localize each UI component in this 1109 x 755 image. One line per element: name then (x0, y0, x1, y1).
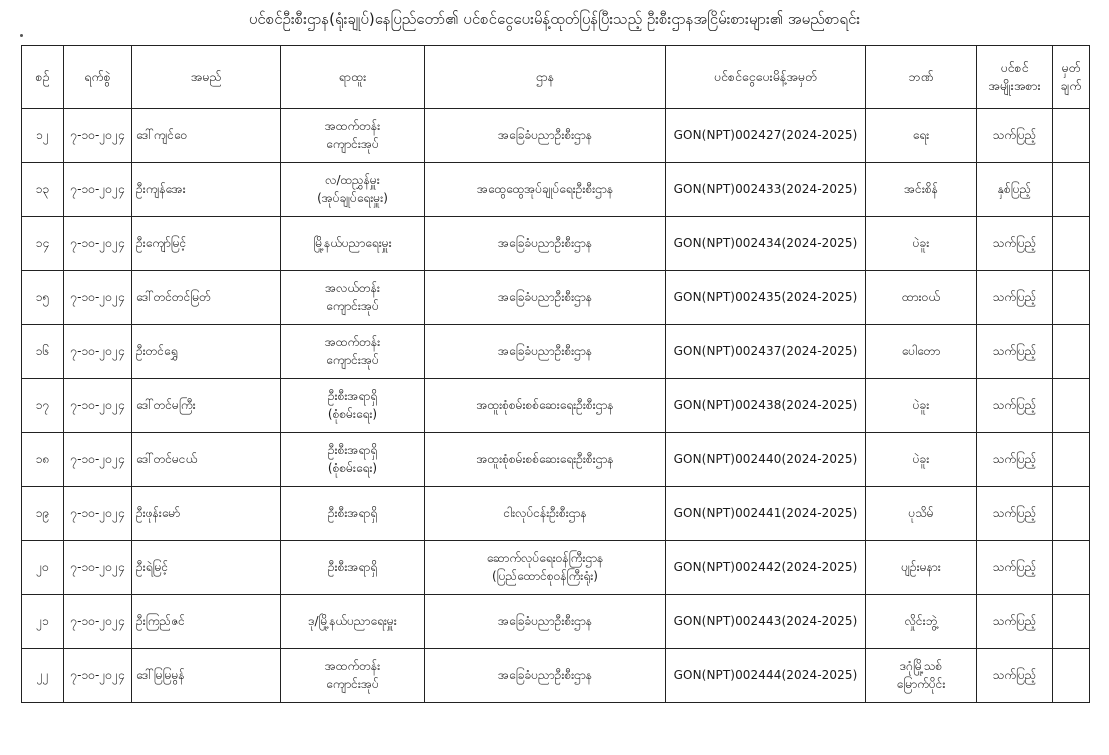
cell-position-line: အထက်တန်း (324, 335, 381, 350)
cell-order-no: GON(NPT)002434(2024-2025) (666, 217, 866, 271)
cell-position (281, 325, 425, 379)
cell-position-line: မြို့နယ်ပညာရေးမှူး (313, 235, 392, 250)
scan-dot (20, 34, 23, 37)
cell-order-no: GON(NPT)002438(2024-2025) (666, 379, 866, 433)
cell-remark (1053, 649, 1090, 703)
header-remark (1053, 46, 1090, 109)
cell-bank-line: ပုသိမ် (908, 505, 934, 520)
header-label: ဌာန (535, 68, 555, 84)
cell-name: ဒေါ်တင်မငယ် (132, 433, 281, 487)
cell-bank (866, 649, 977, 703)
header-label: ဘဏ် (908, 68, 934, 84)
cell-name: ဦးကျော်မြင့် (132, 217, 281, 271)
header-label: အမည် (190, 68, 222, 84)
cell-date: ၇-၁၀-၂၀၂၄ (64, 487, 132, 541)
cell-no: ၂၂ (22, 649, 64, 703)
cell-bank-line: ပဲခူး (912, 235, 930, 250)
cell-bank (866, 325, 977, 379)
cell-pension-type: သက်ပြည့် (977, 379, 1053, 433)
cell-date: ၇-၁၀-၂၀၂၄ (64, 595, 132, 649)
cell-remark (1053, 595, 1090, 649)
cell-position-line: (အုပ်ချုပ်ရေးမှူး) (317, 190, 388, 205)
cell-date: ၇-၁၀-၂၀၂၄ (64, 649, 132, 703)
cell-remark (1053, 109, 1090, 163)
cell-date: ၇-၁၀-၂၀၂၄ (64, 217, 132, 271)
cell-pension-type: နှစ်ပြည့် (977, 163, 1053, 217)
cell-bank (866, 217, 977, 271)
header-position (281, 46, 425, 109)
header-label: ရက်စွဲ (84, 68, 111, 84)
cell-position-line: လ/ထညွှန်မှူး (325, 173, 380, 188)
cell-department (425, 163, 666, 217)
cell-bank-line: ပဲခူး (912, 451, 930, 466)
table-row (22, 325, 1090, 379)
header-row (22, 46, 1090, 109)
cell-position (281, 163, 425, 217)
cell-bank-line: အင်းစိန် (904, 181, 938, 196)
cell-date: ၇-၁၀-၂၀၂၄ (64, 541, 132, 595)
header-label: ရာထူး (338, 68, 367, 84)
cell-department (425, 325, 666, 379)
cell-bank-line: လှိုင်းဘွဲ့ (904, 613, 938, 628)
cell-bank-line: ရေး (912, 127, 930, 142)
cell-department (425, 379, 666, 433)
cell-position (281, 649, 425, 703)
cell-date: ၇-၁၀-၂၀၂၄ (64, 271, 132, 325)
cell-order-no: GON(NPT)002433(2024-2025) (666, 163, 866, 217)
table-row (22, 433, 1090, 487)
cell-bank (866, 595, 977, 649)
cell-position-line: ဦးစီးအရာရှိ (327, 559, 378, 574)
cell-department (425, 217, 666, 271)
cell-position (281, 595, 425, 649)
cell-pension-type: သက်ပြည့် (977, 595, 1053, 649)
cell-name: ဒေါ်ကျင်ဝေ (132, 109, 281, 163)
cell-department (425, 595, 666, 649)
cell-pension-type: သက်ပြည့် (977, 649, 1053, 703)
cell-order-no: GON(NPT)002443(2024-2025) (666, 595, 866, 649)
cell-position-line: ဦးစီးအရာရှိ (327, 443, 378, 458)
cell-no: ၂၀ (22, 541, 64, 595)
header-label: ပင်စင် (1000, 59, 1029, 75)
cell-bank-line: ပေါတော (901, 343, 941, 358)
cell-name: ဒေါ်မြမြမွန် (132, 649, 281, 703)
cell-no: ၁၅ (22, 271, 64, 325)
cell-remark (1053, 541, 1090, 595)
cell-department-line: အခြေခံပညာဦးစီးဌာန (498, 613, 592, 628)
cell-department-line: အခြေခံပညာဦးစီးဌာန (498, 127, 592, 142)
cell-bank-line: ပဲခူး (912, 397, 930, 412)
table-body (22, 109, 1090, 703)
cell-date: ၇-၁၀-၂၀၂၄ (64, 379, 132, 433)
cell-pension-type: သက်ပြည့် (977, 325, 1053, 379)
cell-position-line: ကျောင်းအုပ် (326, 298, 379, 313)
cell-pension-type: သက်ပြည့် (977, 433, 1053, 487)
header-department (425, 46, 666, 109)
table-header (22, 46, 1090, 109)
cell-no: ၁၃ (22, 163, 64, 217)
cell-position-line: ဦးစီးအရာရှိ (327, 505, 378, 520)
cell-remark (1053, 379, 1090, 433)
cell-position-line: အထက်တန်း (324, 119, 381, 134)
cell-name: ဦးကျန်အေး (132, 163, 281, 217)
header-label: စဉ် (35, 68, 50, 84)
cell-name: ဦးကြည်ဇင် (132, 595, 281, 649)
cell-position-line: (စုံစမ်းရေး) (327, 460, 378, 475)
cell-pension-type: သက်ပြည့် (977, 487, 1053, 541)
cell-position (281, 433, 425, 487)
cell-remark (1053, 325, 1090, 379)
header-label: ပင်စင်ငွေပေးမိန့်အမှတ် (713, 68, 818, 84)
cell-department-line: အခြေခံပညာဦးစီးဌာန (498, 289, 592, 304)
cell-date: ၇-၁၀-၂၀၂၄ (64, 325, 132, 379)
cell-order-no: GON(NPT)002441(2024-2025) (666, 487, 866, 541)
header-order-no (666, 46, 866, 109)
pension-roster-table (21, 45, 1090, 703)
cell-bank (866, 541, 977, 595)
cell-position-line: အထက်တန်း (324, 659, 381, 674)
cell-remark (1053, 487, 1090, 541)
cell-position (281, 541, 425, 595)
cell-department (425, 541, 666, 595)
cell-department-line: အခြေခံပညာဦးစီးဌာန (498, 343, 592, 358)
cell-department (425, 109, 666, 163)
header-label: အမျိုးအစား (988, 78, 1041, 93)
cell-department (425, 271, 666, 325)
cell-department-line: ဆောက်လုပ်ရေးဝန်ကြီးဌာန (486, 551, 604, 566)
cell-name: ဦးတင်ရွှေ (132, 325, 281, 379)
table-row (22, 595, 1090, 649)
table-row (22, 217, 1090, 271)
page-title: ပင်စင်ဦးစီးဌာန(ရုံးချုပ်)နေပြည်တော်၏ ပင်စင်ငွေပေးမိန့်ထုတ်ပြန်ပြီးသည့် ဦးစီးဌာနအငြိမ်းစားများ၏ အမည်စာရင်း (248, 10, 861, 28)
header-no (22, 46, 64, 109)
header-bank (866, 46, 977, 109)
cell-bank-line: ဒဂုံမြို့သစ် (899, 659, 943, 674)
cell-name: ဦးရဲမြင့် (132, 541, 281, 595)
cell-department-line: အခြေခံပညာဦးစီးဌာန (498, 235, 592, 250)
cell-no: ၁၈ (22, 433, 64, 487)
cell-position (281, 217, 425, 271)
cell-bank (866, 433, 977, 487)
table-row (22, 379, 1090, 433)
cell-position-line: ကျောင်းအုပ် (326, 676, 379, 691)
cell-name: ဦးဖုန်းမော် (132, 487, 281, 541)
cell-department-line: အခြေခံပညာဦးစီးဌာန (498, 667, 592, 682)
table-row (22, 271, 1090, 325)
cell-order-no: GON(NPT)002442(2024-2025) (666, 541, 866, 595)
cell-order-no: GON(NPT)002435(2024-2025) (666, 271, 866, 325)
cell-position (281, 379, 425, 433)
cell-position-line: ကျောင်းအုပ် (326, 136, 379, 151)
cell-department-line: အထူးစုံစမ်းစစ်ဆေးရေးဦးစီးဌာန (476, 451, 614, 466)
cell-department-line: အထွေထွေအုပ်ချုပ်ရေးဦးစီးဌာန (476, 181, 614, 196)
cell-order-no: GON(NPT)002437(2024-2025) (666, 325, 866, 379)
cell-no: ၁၆ (22, 325, 64, 379)
cell-name: ဒေါ်တင်မကြီး (132, 379, 281, 433)
cell-department (425, 649, 666, 703)
cell-no: ၂၁ (22, 595, 64, 649)
cell-remark (1053, 163, 1090, 217)
cell-department-line: (ပြည်ထောင်စုဝန်ကြီးရုံး) (492, 568, 598, 583)
cell-remark (1053, 433, 1090, 487)
cell-remark (1053, 217, 1090, 271)
cell-bank (866, 109, 977, 163)
cell-department (425, 433, 666, 487)
cell-position (281, 109, 425, 163)
cell-bank (866, 379, 977, 433)
header-name (132, 46, 281, 109)
cell-no: ၁၄ (22, 217, 64, 271)
cell-department-line: အထူးစုံစမ်းစစ်ဆေးရေးဦးစီးဌာန (476, 397, 614, 412)
cell-order-no: GON(NPT)002440(2024-2025) (666, 433, 866, 487)
cell-bank (866, 163, 977, 217)
cell-no: ၁၇ (22, 379, 64, 433)
cell-order-no: GON(NPT)002444(2024-2025) (666, 649, 866, 703)
cell-position-line: ဦးစီးအရာရှိ (327, 389, 378, 404)
cell-position (281, 271, 425, 325)
cell-position-line: အလယ်တန်း (325, 281, 380, 296)
cell-bank (866, 271, 977, 325)
cell-bank-line: မြောက်ပိုင်း (896, 676, 946, 691)
cell-pension-type: သက်ပြည့် (977, 541, 1053, 595)
cell-position-line: ဒု/မြို့နယ်ပညာရေးမှူး (308, 613, 397, 628)
cell-no: ၁၂ (22, 109, 64, 163)
header-label: ချက် (1060, 78, 1082, 93)
cell-no: ၁၉ (22, 487, 64, 541)
cell-order-no: GON(NPT)002427(2024-2025) (666, 109, 866, 163)
cell-department (425, 487, 666, 541)
cell-bank-line: ထားဝယ် (902, 289, 940, 304)
table-row (22, 649, 1090, 703)
table-row (22, 109, 1090, 163)
cell-pension-type: သက်ပြည့် (977, 271, 1053, 325)
header-pension-type (977, 46, 1053, 109)
cell-position (281, 487, 425, 541)
cell-date: ၇-၁၀-၂၀၂၄ (64, 433, 132, 487)
table-row (22, 487, 1090, 541)
cell-pension-type: သက်ပြည့် (977, 217, 1053, 271)
cell-bank-line: ပျဉ်းမနား (901, 559, 941, 574)
cell-date: ၇-၁၀-၂၀၂၄ (64, 109, 132, 163)
cell-pension-type: သက်ပြည့် (977, 109, 1053, 163)
cell-remark (1053, 271, 1090, 325)
cell-department-line: ငါးလုပ်ငန်းဦးစီးဌာန (503, 505, 587, 520)
header-label: မှတ် (1061, 59, 1081, 75)
header-date (64, 46, 132, 109)
table-row (22, 541, 1090, 595)
table-row (22, 163, 1090, 217)
cell-date: ၇-၁၀-၂၀၂၄ (64, 163, 132, 217)
cell-position-line: ကျောင်းအုပ် (326, 352, 379, 367)
cell-position-line: (စုံစမ်းရေး) (327, 406, 378, 421)
cell-bank (866, 487, 977, 541)
cell-name: ဒေါ်တင်တင်မြတ် (132, 271, 281, 325)
